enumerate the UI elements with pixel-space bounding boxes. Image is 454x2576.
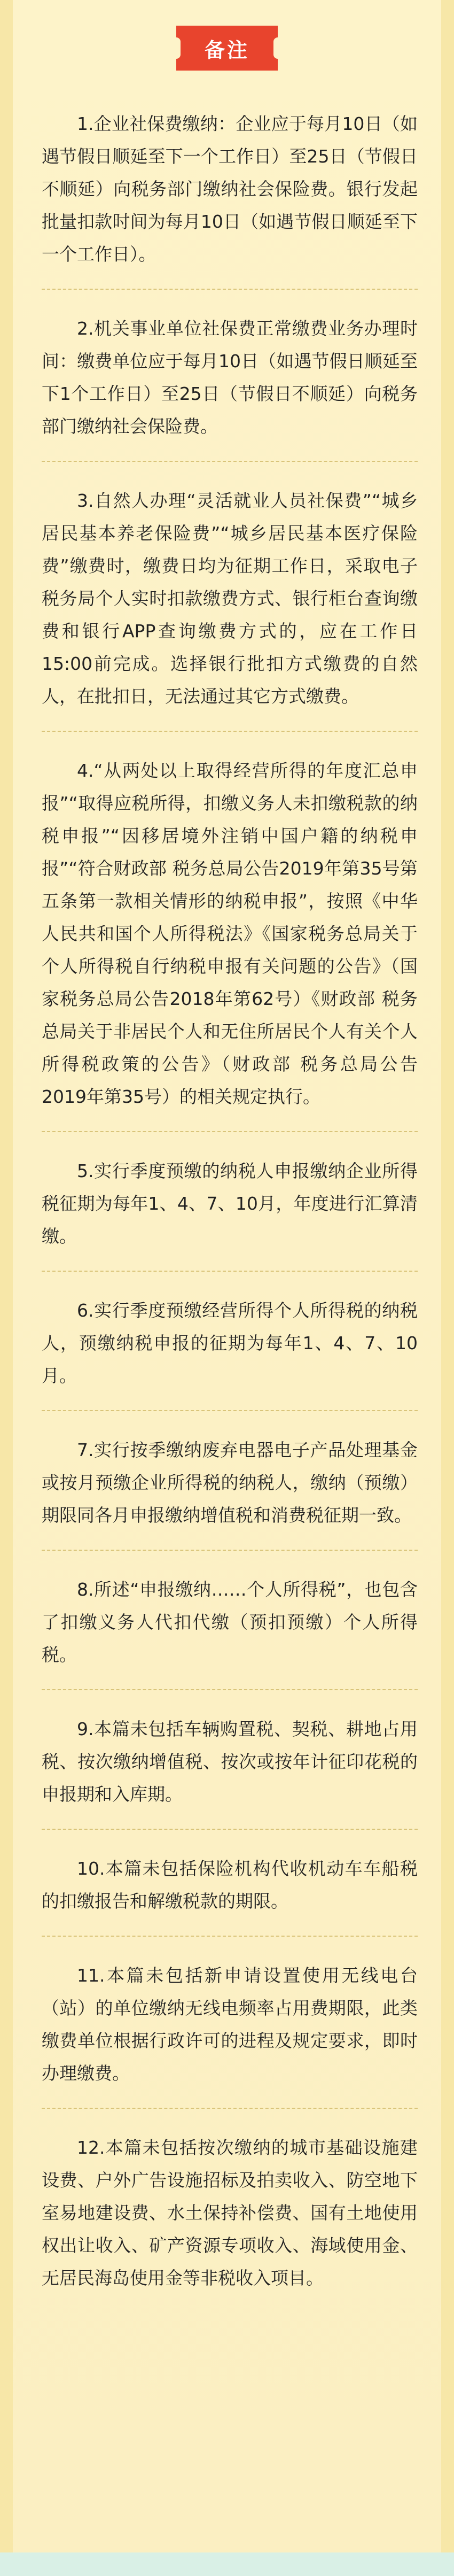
note-item-2: 2.机关事业单位社保费正常缴费业务办理时间：缴费单位应于每月10日（如遇节假日顺延至下1个工作日）至25日（节假日不顺延）向税务部门缴纳社会保险费。 — [42, 312, 418, 462]
page-title: 备注 — [176, 26, 278, 71]
note-item-9: 9.本篇未包括车辆购置税、契税、耕地占用税、按次缴纳增值税、按次或按年计征印花税的申报期和入库期。 — [42, 1713, 418, 1830]
left-border — [0, 0, 13, 2576]
note-item-8: 8.所述“申报缴纳……个人所得税”，也包含了扣缴义务人代扣代缴（预扣预缴）个人所得税。 — [42, 1573, 418, 1690]
note-item-5: 5.实行季度预缴的纳税人申报缴纳企业所得税征期为每年1、4、7、10月，年度进行汇算清缴。 — [42, 1155, 418, 1272]
note-item-4: 4.“从两处以上取得经营所得的年度汇总申报”“取得应税所得，扣缴义务人未扣缴税款的纳税申报”“因移居境外注销中国户籍的纳税申报”“符合财政部 税务总局公告2019年第35号第五条第一款相关情形的纳税申报”，按照《中华人民共和国个人所得税法》《国家税务总局关于个人所得税自行纳税申报有关问题的公告》（国家税务总局公告2018年第62号）《财政部 税务总局关于非居民个人和无住所居民个人有关个人所得税政策的公告》（财政部 税务总局公告2019年第35号）的相关规定执行。 — [42, 754, 418, 1132]
note-item-12: 12.本篇未包括按次缴纳的城市基础设施建设费、户外广告设施招标及拍卖收入、防空地下室易地建设费、水土保持补偿费、国有土地使用权出让收入、矿产资源专项收入、海域使用金、无居民海岛使用金等非税收入项目。 — [42, 2137, 418, 2288]
bottom-bar — [0, 2552, 454, 2576]
notes-content — [42, 90, 418, 2335]
title-wrap — [0, 26, 454, 71]
note-item-3: 3.自然人办理“灵活就业人员社保费”“城乡居民基本养老保险费”“城乡居民基本医疗保险费”缴费时，缴费日均为征期工作日，采取电子税务局个人实时扣款缴费方式、银行柜台查询缴费和银行APP查询缴费方式的，应在工作日15:00前完成。选择银行批扣方式缴费的自然人，在批扣日，无法通过其它方式缴费。 — [42, 484, 418, 732]
note-item-7: 7.实行按季缴纳废弃电器电子产品处理基金或按月预缴企业所得税的纳税人，缴纳（预缴）期限同各月申报缴纳增值税和消费税征期一致。 — [42, 1434, 418, 1551]
note-item-1: 1.企业社保费缴纳：企业应于每月10日（如遇节假日顺延至下一个工作日）至25日（节假日不顺延）向税务部门缴纳社会保险费。银行发起批量扣款时间为每月10日（如遇节假日顺延至下一个工作日）。 — [42, 107, 418, 290]
note-item-6: 6.实行季度预缴经营所得个人所得税的纳税人，预缴纳税申报的征期为每年1、4、7、10月。 — [42, 1294, 418, 1411]
note-item-10: 10.本篇未包括保险机构代收机动车车船税的扣缴报告和解缴税款的期限。 — [42, 1852, 418, 1937]
note-item-11: 11.本篇未包括新申请设置使用无线电台（站）的单位缴纳无线电频率占用费期限，此类缴费单位根据行政许可的进程及规定要求，即时办理缴费。 — [42, 1959, 418, 2109]
right-border — [441, 0, 454, 2576]
